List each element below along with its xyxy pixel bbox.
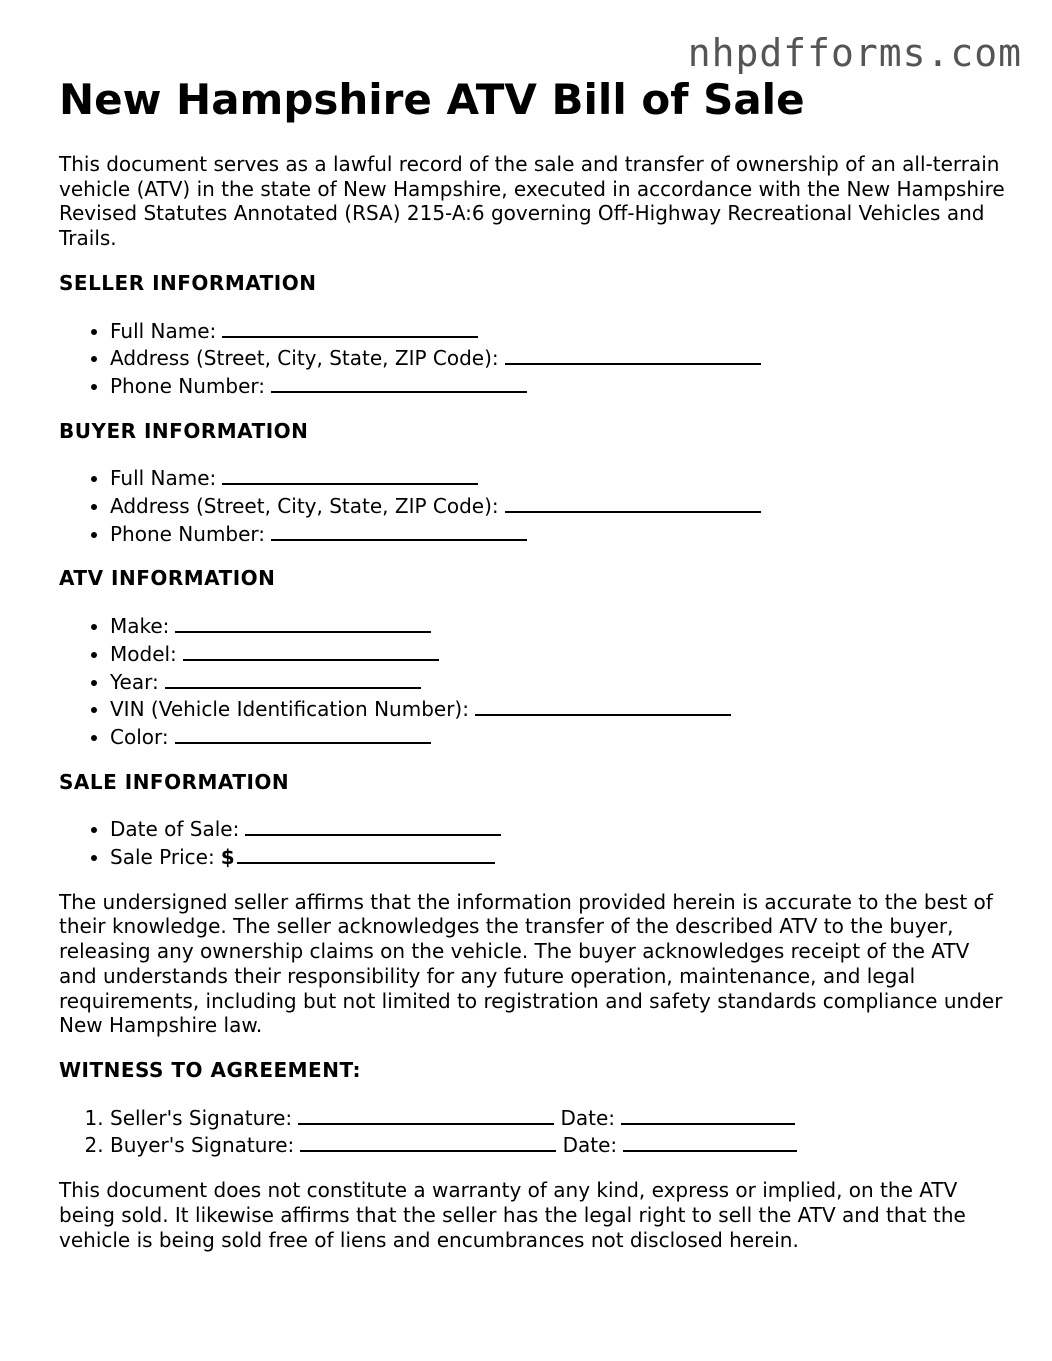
atv-vin-item (110, 694, 1009, 722)
field-label: Address (Street, City, State, ZIP Code): (110, 346, 499, 371)
seller-address-blank[interactable] (505, 343, 761, 365)
atv-fields (59, 611, 1009, 750)
atv-year-blank[interactable] (165, 667, 421, 689)
atv-model-blank[interactable] (183, 639, 439, 661)
disclaimer-paragraph: This document does not constitute a warranty of any kind, express or implied, on the ATV being sold. It likewise affirms that the seller has the legal right to sell the ATV and that the vehicle is being sold free of liens and encumbrances not disclosed herein. (59, 1178, 966, 1252)
buyer-full-name-blank[interactable] (222, 463, 478, 485)
buyer-address-blank[interactable] (505, 491, 761, 513)
page-title: New Hampshire ATV Bill of Sale (59, 75, 805, 124)
sale-price-item (110, 842, 1009, 870)
witness-heading: WITNESS TO AGREEMENT: (59, 1057, 361, 1082)
buyer-address-item (110, 491, 1009, 519)
field-label: Full Name: (110, 466, 217, 491)
buyer-signature-blank[interactable] (300, 1130, 556, 1152)
seller-signature-blank[interactable] (298, 1103, 554, 1125)
field-label: Buyer's Signature: (110, 1133, 295, 1158)
seller-fields (59, 316, 1009, 399)
field-label: Full Name: (110, 318, 217, 343)
sale-date-blank[interactable] (245, 814, 501, 836)
seller-full-name-blank[interactable] (222, 316, 478, 338)
sale-fields (59, 814, 1009, 869)
buyer-signature-item (110, 1130, 1009, 1158)
seller-full-name-item (110, 316, 1009, 344)
buyer-phone-item (110, 519, 1009, 547)
atv-heading: ATV INFORMATION (59, 566, 276, 591)
field-label: Seller's Signature: (110, 1105, 293, 1130)
seller-phone-blank[interactable] (271, 371, 527, 393)
buyer-phone-blank[interactable] (271, 519, 527, 541)
seller-signature-item (110, 1103, 1009, 1131)
buyer-full-name-item (110, 463, 1009, 491)
buyer-heading: BUYER INFORMATION (59, 418, 309, 443)
currency-symbol: $ (220, 845, 235, 870)
sale-heading: SALE INFORMATION (59, 769, 290, 794)
field-label: Model: (110, 641, 177, 666)
date-label: Date: (560, 1105, 616, 1130)
seller-signature-date-blank[interactable] (621, 1103, 795, 1125)
document-body (59, 74, 1009, 1272)
site-watermark: nhpdfforms.com (687, 31, 1022, 75)
seller-heading: SELLER INFORMATION (59, 270, 317, 295)
field-label: Color: (110, 724, 169, 749)
field-label: Year: (110, 669, 159, 694)
buyer-fields (59, 463, 1009, 546)
field-label: Date of Sale: (110, 817, 240, 842)
atv-color-item (110, 722, 1009, 750)
atv-vin-blank[interactable] (475, 694, 731, 716)
seller-address-item (110, 343, 1009, 371)
atv-model-item (110, 639, 1009, 667)
seller-phone-item (110, 371, 1009, 399)
intro-paragraph: This document serves as a lawful record of the sale and transfer of ownership of an all-terrain vehicle (ATV) in the state of New Hampshire, executed in accordance with the New Hampshire Revised Statutes Annotated (RSA) 215-A:6 governing Off-Highway Recreational Vehicles and Trails. (59, 152, 1005, 251)
signature-list (59, 1103, 1009, 1158)
atv-make-blank[interactable] (175, 611, 431, 633)
field-label: Phone Number: (110, 521, 266, 546)
date-label: Date: (562, 1133, 618, 1158)
sale-price-blank[interactable] (237, 842, 495, 864)
field-label: VIN (Vehicle Identification Number): (110, 697, 469, 722)
atv-year-item (110, 667, 1009, 695)
atv-color-blank[interactable] (175, 722, 431, 744)
affirmation-paragraph: The undersigned seller affirms that the information provided herein is accurate to the best of their knowledge. The seller acknowledges the transfer of the described ATV to the buyer, releasing any ownership claims on the vehicle. The buyer acknowledges receipt of the ATV and understands their responsibility for any future operation, maintenance, and legal requirements, including but not limited to registration and safety standards compliance under New Hampshire law. (59, 889, 1003, 1038)
field-label: Make: (110, 614, 170, 639)
buyer-signature-date-blank[interactable] (623, 1130, 797, 1152)
field-label: Phone Number: (110, 373, 266, 398)
sale-date-item (110, 814, 1009, 842)
field-label: Address (Street, City, State, ZIP Code): (110, 494, 499, 519)
field-label: Sale Price: (110, 845, 215, 870)
atv-make-item (110, 611, 1009, 639)
